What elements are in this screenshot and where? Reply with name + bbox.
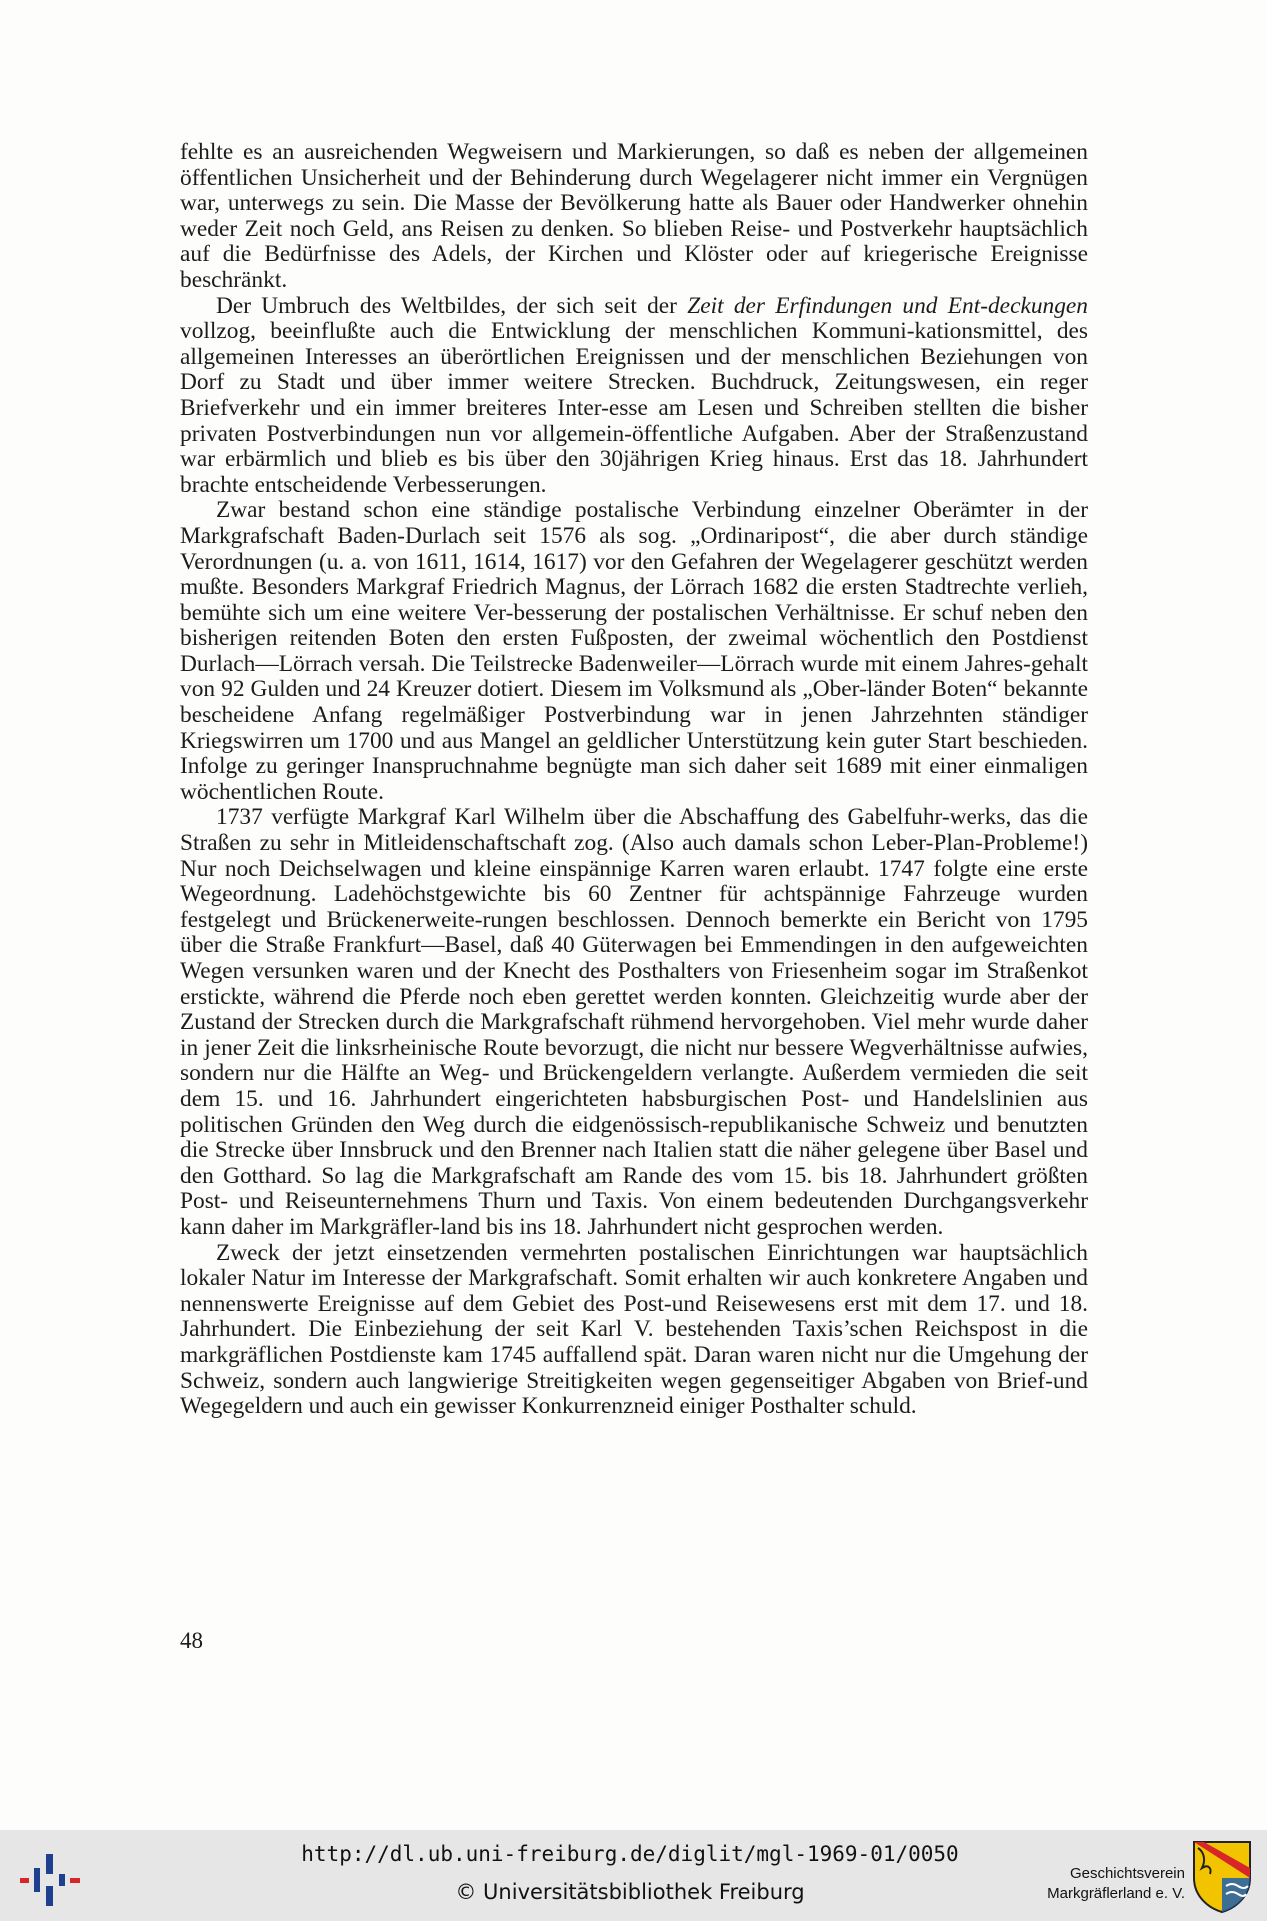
text-run: Der Umbruch des Weltbildes, der sich seit der	[216, 292, 688, 319]
society-name	[1000, 1864, 1185, 1904]
text-run: Zweck der jetzt einsetzenden vermehrten postalischen Einrichtungen war hauptsächlich lokaler Natur im Interesse der Markgrafschaft. Somit erhalten wir auch konkretere Angaben und nennenswerte Ereignisse auf dem Gebiet des Post-und Reisewesens erst mit dem 17. und 18. Jahrhundert. Die Einbeziehung der seit Karl V. bestehenden Taxis’schen Reichspost in die markgräflichen Postdienste kam 1745 auffallend spät. Daran waren nicht nur die Umgehung der Schweiz, sondern auch langwierige Streitigkeiten wegen gegenseitiger Abgaben von Brief-und Wegegeldern und auch ein gewisser Konkurrenzneid einiger Posthalter schuld.	[180, 1239, 1088, 1420]
page-number: 48	[180, 1628, 203, 1653]
paragraph	[180, 140, 1088, 294]
society-line-1: Geschichtsverein	[1069, 1865, 1185, 1882]
italic-phrase: Zeit der Erfindungen und Ent-deckungen	[687, 292, 1088, 319]
text-run: 1737 verfügte Markgraf Karl Wilhelm über die Abschaffung des Gabelfuhr-werks, das die Straßen zu sehr in Mitleidenschaftschaft zog. (Also auch damals schon Leber-Plan-Probleme!) Nur noch Deichselwagen und kleine einspännige Karren waren erlaubt. 1747 folgte eine erste Wegeordnung. Ladehöchstgewichte bis 60 Zentner für achtspännige Fahrzeuge wurden festgelegt und Brückenerweite-rungen beschlossen. Dennoch bemerkte ein Bericht von 1795 über die Straße Frankfurt—Basel, daß 40 Güterwagen bei Emmendingen in den aufgeweichten Wegen versunken waren und der Knecht des Posthalters von Friesenheim sogar im Straßenkot erstickte, während die Pferde noch eben gerettet werden konnten. Gleichzeitig wurde aber der Zustand der Strecken durch die Markgrafschaft rühmend hervorgehoben. Viel mehr wurde daher in jener Zeit die linksrheinische Route bevorzugt, die nicht nur bessere Wegverhältnisse aufwies, sondern nur die Hälfte an Weg- und Brückengeldern verlangte. Außerdem vermieden die seit dem 15. und 16. Jahrhundert eingerichteten habsburgischen Post- und Handelslinien aus politischen Gründen den Weg durch die eidgenössisch-republikanische Schweiz und benutzten die Strecke über Innsbruck und den Brenner nach Italien statt die näher gelegene über Basel und den Gotthard. So lag die Markgrafschaft am Rande des vom 15. bis 18. Jahrhundert größten Post- und Reiseunternehmens Thurn und Taxis. Von einem bedeutenden Durchgangsverkehr kann daher im Markgräfler-land bis ins 18. Jahrhundert nicht gesprochen werden.	[180, 804, 1088, 1240]
paragraph	[180, 1241, 1088, 1420]
coat-of-arms-icon	[1190, 1838, 1254, 1914]
viewer-footer	[0, 1830, 1267, 1921]
text-run: Zwar bestand schon eine ständige postalische Verbindung einzelner Oberämter in der Markgrafschaft Baden-Durlach seit 1576 als sog. „Ordinaripost“, die aber durch ständige Verordnungen (u. a. von 1611, 1614, 1617) vor den Gefahren der Wegelagerer geschützt werden mußte. Besonders Markgraf Friedrich Magnus, der Lörrach 1682 die ersten Stadtrechte verlieh, bemühte sich um eine weitere Ver-besserung der postalischen Verhältnisse. Er schuf neben den bisherigen reitenden Boten den ersten Fußposten, der zweimal wöchentlich den Postdienst Durlach—Lörrach versah. Die Teilstrecke Badenweiler—Lörrach wurde mit einem Jahres-gehalt von 92 Gulden und 24 Kreuzer dotiert. Diesem im Volksmund als „Ober-länder Boten“ bekannte bescheidene Anfang regelmäßiger Postverbindung war in jenen Jahrzehnten ständiger Kriegswirren um 1700 und aus Mangel an geldlicher Unterstützung kein guter Start beschieden. Infolge zu geringer Inanspruchnahme begnügte man sich daher seit 1689 mit einer einmaligen wöchentlichen Route.	[180, 497, 1088, 805]
copyright-notice: © Universitätsbibliothek Freiburg	[455, 1880, 805, 1904]
paragraph	[180, 498, 1088, 805]
paragraph	[180, 294, 1088, 499]
society-line-2: Markgräflerland e. V.	[1047, 1885, 1185, 1902]
paragraph	[180, 805, 1088, 1240]
text-run: vollzog, beeinflußte auch die Entwicklung der menschlichen Kommuni-kationsmittel, des allgemeinen Interesses an überörtlichen Ereignissen und der menschlichen Beziehungen von Dorf zu Stadt und über immer weitere Strecken. Buchdruck, Zeitungswesen, ein reger Briefverkehr und ein immer breiteres Inter-esse am Lesen und Schreiben stellten die bisher privaten Postverbindungen nun vor allgemein-öffentliche Aufgaben. Aber der Straßenzustand war erbärmlich und blieb es bis über den 30jährigen Krieg hinaus. Erst das 18. Jahrhundert brachte entscheidende Verbesserungen.	[180, 318, 1088, 498]
text-run: fehlte es an ausreichenden Wegweisern und Markierungen, so daß es neben der allgemeinen öffentlichen Unsicherheit und der Behinderung durch Wegelagerer nicht immer ein Vergnügen war, unterwegs zu sein. Die Masse der Bevölkerung hatte als Bauer oder Handwerker ohnehin weder Zeit noch Geld, ans Reisen zu denken. So blieben Reise- und Postverkehr hauptsächlich auf die Bedürfnisse des Adels, der Kirchen und Klöster oder auf kriegerische Ereignisse beschränkt.	[180, 139, 1088, 293]
ub-freiburg-logo-icon[interactable]	[18, 1848, 82, 1912]
permalink-url[interactable]: http://dl.ub.uni-freiburg.de/diglit/mgl-1969-01/0050	[301, 1842, 959, 1866]
body-text	[180, 140, 1088, 1420]
